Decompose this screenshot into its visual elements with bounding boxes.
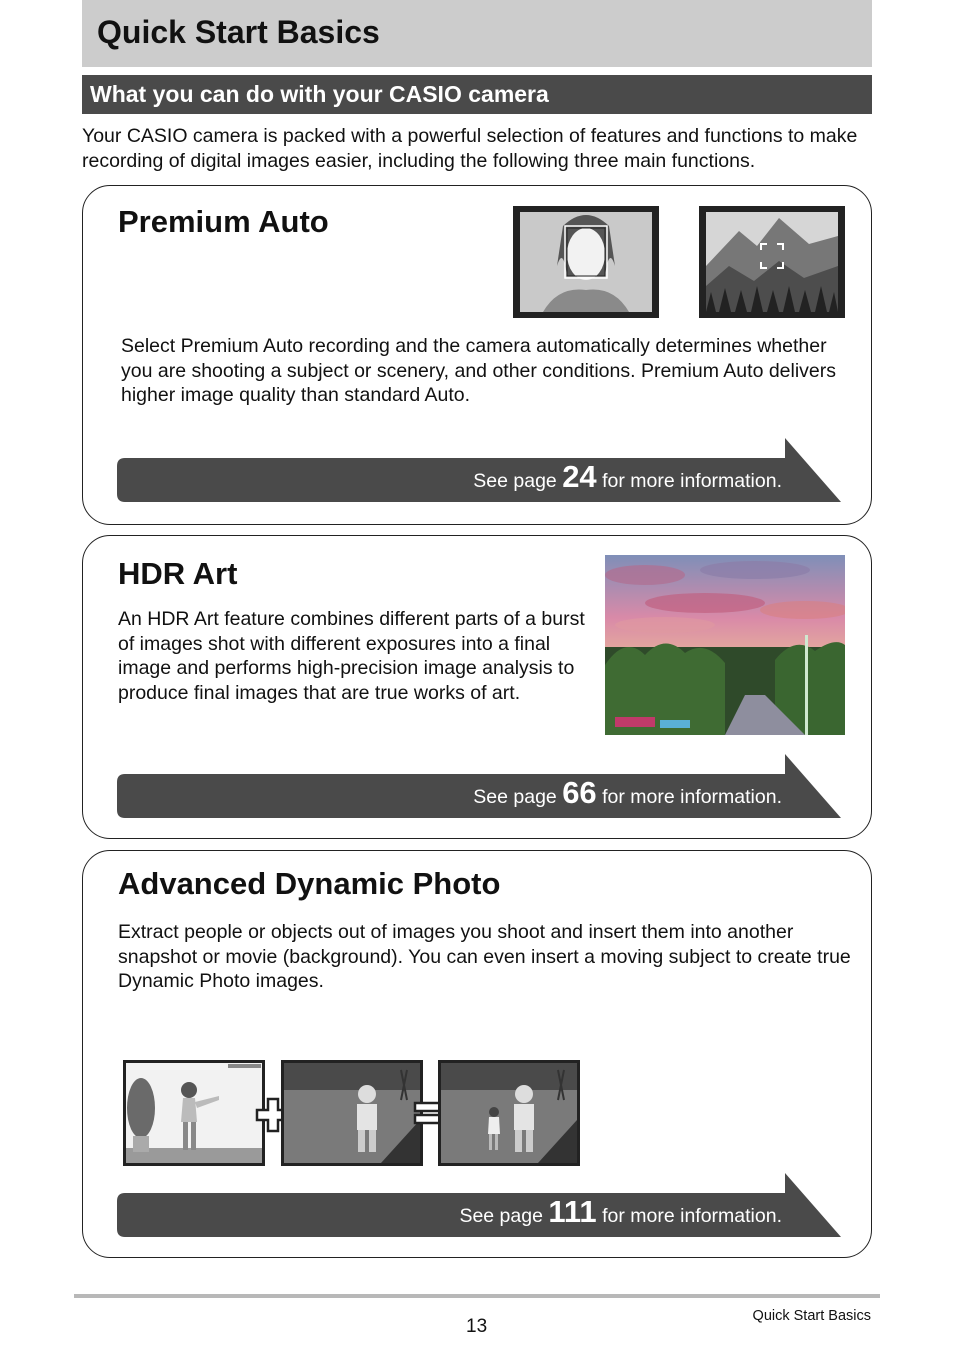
hdr-sunset-photo (605, 555, 845, 740)
feature-title: Advanced Dynamic Photo (118, 866, 501, 901)
page-reference-banner (117, 754, 842, 820)
footer-divider (74, 1294, 880, 1298)
feature-title: HDR Art (118, 556, 238, 591)
page-reference-text: See page 24 for more information. (473, 459, 782, 494)
section-title: What you can do with your CASIO camera (90, 81, 549, 107)
page-number-link[interactable]: 111 (548, 1194, 597, 1229)
feature-description: Extract people or objects out of images you shoot and insert them into another snapshot or movie (background). You can even insert a moving subject to create true Dynamic Photo images. (118, 921, 851, 992)
footer-section-title: Quick Start Basics (752, 1308, 871, 1324)
page-reference-text: See page 111 for more information. (459, 1194, 782, 1229)
feature-card-hdr-art (82, 535, 872, 839)
section-header (82, 75, 872, 114)
page-reference-banner (117, 438, 842, 504)
page-number-link[interactable]: 24 (562, 459, 597, 494)
page-reference-text: See page 66 for more information. (473, 775, 782, 810)
page-header (82, 0, 872, 67)
feature-description: An HDR Art feature combines different parts of a burst of images shot with different exposures into a final image and performs high-precision image analysis to produce final images that are true works of art. (118, 608, 585, 704)
page-number-link[interactable]: 66 (562, 775, 597, 810)
mountain-scenery-illustration (699, 206, 845, 323)
page-title: Quick Start Basics (97, 14, 380, 50)
feature-description: Select Premium Auto recording and the camera automatically determines whether you are shooting a subject or scenery, and other conditions. Premium Auto delivers higher image quality than standard Auto. (121, 335, 837, 406)
astronaut-background-illustration (281, 1060, 423, 1171)
page-reference-banner (117, 1173, 842, 1239)
feature-card-premium-auto (82, 185, 872, 525)
composite-result-illustration (438, 1060, 580, 1171)
feature-title: Premium Auto (118, 204, 329, 239)
girl-subject-illustration (123, 1060, 265, 1171)
portrait-photo-illustration (513, 206, 659, 323)
intro-paragraph: Your CASIO camera is packed with a powerful selection of features and functions to make recording of digital images easier, including the following three main functions. (82, 125, 858, 172)
feature-card-advanced-dynamic-photo (82, 850, 872, 1258)
page-number: 13 (466, 1316, 488, 1337)
